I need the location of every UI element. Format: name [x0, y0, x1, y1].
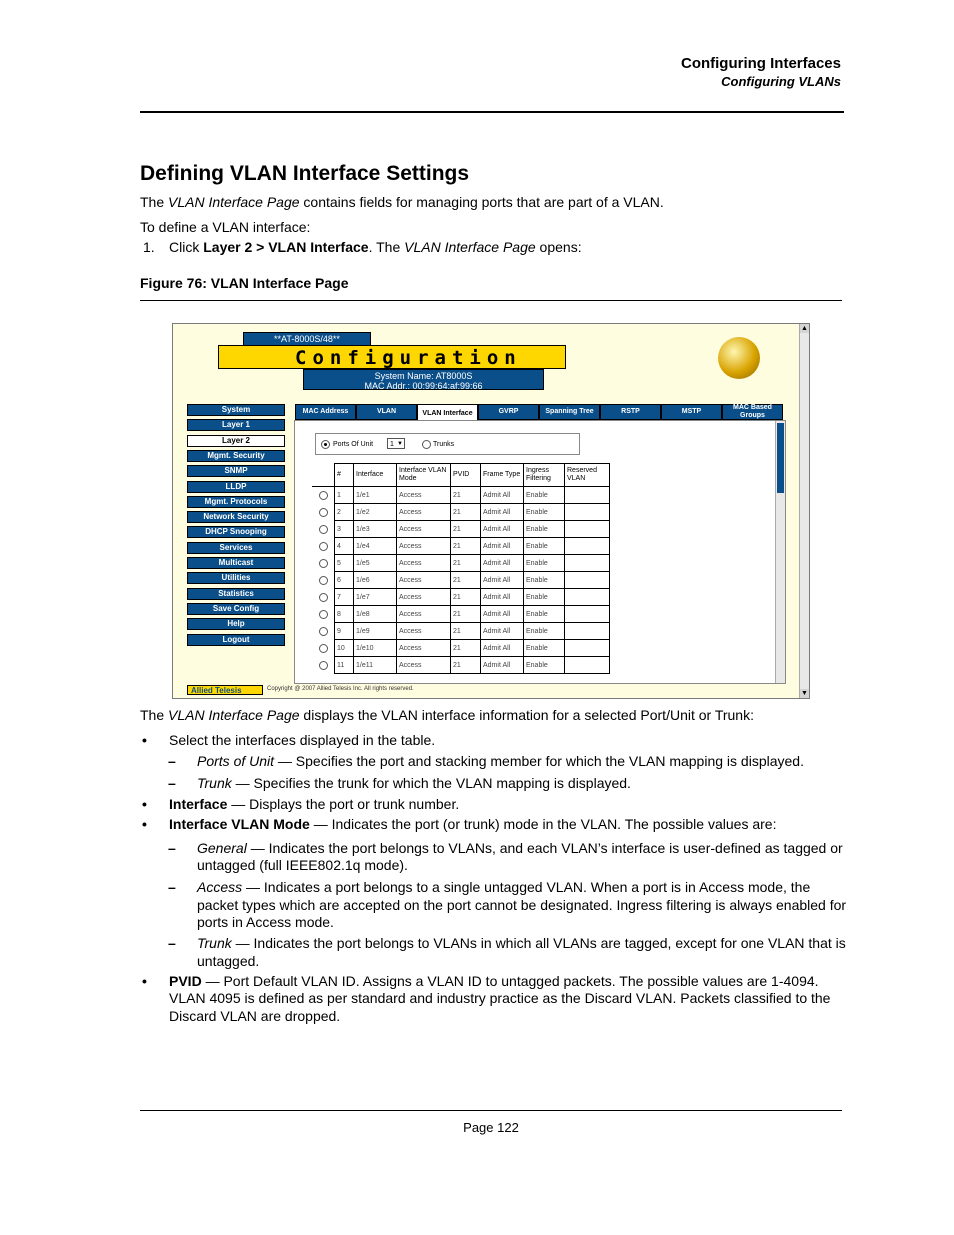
menu-item[interactable]: Layer 1 — [187, 419, 285, 431]
bullet-icon: • — [142, 816, 147, 832]
tab[interactable]: GVRP — [478, 404, 539, 420]
radio-unselected-icon[interactable] — [319, 559, 328, 568]
table-cell: Access — [397, 572, 451, 589]
table-cell: 1/e6 — [354, 572, 397, 589]
table-cell: 21 — [451, 657, 481, 674]
interface-selector — [315, 433, 580, 455]
table-cell: Enable — [524, 487, 565, 504]
table-cell: Admit All — [481, 640, 524, 657]
panel-scrollbar[interactable] — [775, 421, 785, 683]
table-cell: Enable — [524, 555, 565, 572]
tab[interactable]: MSTP — [661, 404, 722, 420]
radio-unselected-icon[interactable] — [319, 593, 328, 602]
menu-item[interactable]: Logout — [187, 634, 285, 646]
table-cell: Admit All — [481, 555, 524, 572]
column-header: Interface VLAN Mode — [397, 464, 451, 487]
table-cell: Enable — [524, 623, 565, 640]
dash-icon: – — [168, 840, 176, 856]
radio-unselected-icon[interactable] — [319, 627, 328, 636]
table-cell: 21 — [451, 504, 481, 521]
menu-item[interactable]: DHCP Snooping — [187, 526, 285, 538]
content-panel — [294, 420, 786, 684]
table-cell: Admit All — [481, 504, 524, 521]
table-cell: 21 — [451, 623, 481, 640]
table-cell: 21 — [451, 606, 481, 623]
table-cell: 7 — [335, 589, 354, 606]
row-radio[interactable] — [312, 504, 335, 521]
step-1-text: Click Layer 2 > VLAN Interface. The VLAN Interface Page opens: — [169, 239, 582, 255]
row-radio[interactable] — [312, 572, 335, 589]
table-cell: Admit All — [481, 487, 524, 504]
row-radio[interactable] — [312, 555, 335, 572]
bullet-pvid-line3: Discard VLAN are dropped. — [169, 1008, 341, 1024]
system-info-box — [303, 369, 544, 390]
ports-radio[interactable] — [321, 440, 330, 449]
dash-icon: – — [168, 879, 176, 895]
table-cell: 3 — [335, 521, 354, 538]
table-cell — [565, 640, 610, 657]
sub-ports-of-unit: Ports of Unit — Specifies the port and stacking member for which the VLAN mapping is displayed. — [197, 753, 804, 769]
table-cell: Access — [397, 521, 451, 538]
scroll-down-icon[interactable]: ▼ — [801, 690, 808, 697]
menu-item[interactable]: LLDP — [187, 481, 285, 493]
table-cell: 4 — [335, 538, 354, 555]
sub-access-line3: ports in Access mode. — [197, 914, 334, 930]
menu-item[interactable]: System — [187, 404, 285, 416]
table-cell: 11 — [335, 657, 354, 674]
menu-item[interactable]: Layer 2 — [187, 435, 285, 447]
table-cell: Enable — [524, 589, 565, 606]
table-cell: 21 — [451, 589, 481, 606]
table-cell: 6 — [335, 572, 354, 589]
bullet-pvid-line1: PVID — Port Default VLAN ID. Assigns a VLAN ID to untagged packets. The possible values are 1-4094. — [169, 973, 819, 989]
table-cell: 1/e7 — [354, 589, 397, 606]
radio-unselected-icon[interactable] — [422, 440, 431, 449]
table-cell: Admit All — [481, 521, 524, 538]
table-cell: 21 — [451, 572, 481, 589]
table-cell: Enable — [524, 521, 565, 538]
table-cell: Access — [397, 538, 451, 555]
table-cell: Admit All — [481, 572, 524, 589]
menu-item[interactable]: Mgmt. Protocols — [187, 496, 285, 508]
radio-unselected-icon[interactable] — [319, 508, 328, 517]
allied-telesis-logo: Allied Telesis — [187, 685, 263, 695]
column-header: Interface — [354, 464, 397, 487]
scroll-up-icon[interactable]: ▲ — [801, 325, 808, 332]
table-cell — [565, 504, 610, 521]
table-cell: 1/e11 — [354, 657, 397, 674]
table-cell: Access — [397, 623, 451, 640]
bullet-icon: • — [142, 796, 147, 812]
row-radio[interactable] — [312, 521, 335, 538]
vlan-interface-screenshot — [172, 323, 810, 699]
table-row[interactable] — [312, 657, 610, 674]
table-row[interactable] — [312, 555, 610, 572]
menu-item[interactable]: Utilities — [187, 572, 285, 584]
table-cell: Enable — [524, 504, 565, 521]
footer-rule — [140, 1110, 842, 1111]
column-header: Frame Type — [481, 464, 524, 487]
table-cell: Access — [397, 657, 451, 674]
menu-item[interactable]: Services — [187, 542, 285, 554]
sub-access-line2: packet types which are accepted on the port cannot be designated. Ingress filtering is always enabled for — [197, 897, 847, 913]
sub-general-line1: General — Indicates the port belongs to VLANs, and each VLAN’s interface is user-defined as tagged or — [197, 840, 843, 856]
table-cell: Access — [397, 555, 451, 572]
table-cell: 1/e9 — [354, 623, 397, 640]
table-cell: 5 — [335, 555, 354, 572]
menu-item[interactable]: Statistics — [187, 588, 285, 600]
globe-logo-icon — [718, 337, 760, 379]
table-cell — [565, 555, 610, 572]
tab[interactable]: RSTP — [600, 404, 661, 420]
table-cell: 9 — [335, 623, 354, 640]
menu-item[interactable]: SNMP — [187, 465, 285, 477]
tab[interactable]: Spanning Tree — [539, 404, 600, 420]
sub-trunk: Trunk — Specifies the trunk for which the VLAN mapping is displayed. — [197, 775, 631, 791]
menu-item[interactable]: Multicast — [187, 557, 285, 569]
table-cell: 10 — [335, 640, 354, 657]
sub-general-line2: untagged (full IEEE802.1q mode). — [197, 857, 408, 873]
table-cell — [565, 657, 610, 674]
intro-paragraph: The VLAN Interface Page contains fields for managing ports that are part of a VLAN. — [140, 194, 664, 210]
running-header-section: Configuring VLANs — [721, 74, 841, 89]
table-cell: 1/e2 — [354, 504, 397, 521]
menu-item[interactable]: Save Config — [187, 603, 285, 615]
table-cell — [565, 606, 610, 623]
column-header: Ingress Filtering — [524, 464, 565, 487]
ports-label: Ports Of Unit — [333, 441, 374, 448]
select-column-header — [312, 464, 335, 487]
dash-icon: – — [168, 753, 176, 769]
row-radio[interactable] — [312, 589, 335, 606]
table-cell: 1/e1 — [354, 487, 397, 504]
model-banner: **AT-8000S/48** — [243, 332, 371, 347]
bullet-interface: Interface — Displays the port or trunk number. — [169, 796, 460, 812]
radio-selected-icon[interactable] — [321, 440, 330, 449]
sub-trunk-mode-line2: untagged. — [197, 953, 260, 969]
table-row[interactable] — [312, 589, 610, 606]
table-cell: 1/e4 — [354, 538, 397, 555]
table-cell: Enable — [524, 538, 565, 555]
menu-item[interactable]: Network Security — [187, 511, 285, 523]
radio-unselected-icon[interactable] — [319, 576, 328, 585]
tab[interactable]: MAC Address — [295, 404, 356, 420]
copyright-text: Copyright @ 2007 Allied Telesis Inc. All rights reserved. — [267, 686, 414, 692]
table-cell: Enable — [524, 572, 565, 589]
table-cell: 2 — [335, 504, 354, 521]
trunks-radio[interactable] — [422, 440, 431, 449]
bullet-icon: • — [142, 732, 147, 748]
table-cell: 21 — [451, 521, 481, 538]
table-cell: 1 — [335, 487, 354, 504]
dash-icon: – — [168, 935, 176, 951]
table-row[interactable] — [312, 521, 610, 538]
row-radio[interactable] — [312, 657, 335, 674]
radio-unselected-icon[interactable] — [319, 644, 328, 653]
table-row[interactable] — [312, 538, 610, 555]
column-header: # — [335, 464, 354, 487]
bullet-select-interfaces: Select the interfaces displayed in the table. — [169, 732, 436, 748]
row-radio[interactable] — [312, 640, 335, 657]
tab[interactable]: VLAN Interface — [417, 404, 478, 422]
table-cell: 1/e3 — [354, 521, 397, 538]
mac-address: MAC Addr.: 00:99:64:af:99:66 — [364, 381, 483, 391]
radio-unselected-icon[interactable] — [319, 661, 328, 670]
table-cell: Access — [397, 606, 451, 623]
column-header: PVID — [451, 464, 481, 487]
scroll-thumb[interactable] — [777, 423, 784, 493]
system-name: System Name: AT8000S — [374, 371, 473, 381]
table-cell — [565, 538, 610, 555]
unit-value: 1 — [390, 441, 394, 448]
table-cell: 1/e8 — [354, 606, 397, 623]
menu-item[interactable]: Help — [187, 618, 285, 630]
table-cell — [565, 623, 610, 640]
row-radio[interactable] — [312, 606, 335, 623]
table-cell: 21 — [451, 640, 481, 657]
table-cell: Admit All — [481, 589, 524, 606]
bullet-pvid-line2: VLAN 4095 is defined as per standard and industry practice as the Discard VLAN. Packets classified to the — [169, 990, 831, 1006]
sub-trunk-mode-line1: Trunk — Indicates the port belongs to VLANs in which all VLANs are tagged, except for one VLAN that is — [197, 935, 846, 951]
sub-access-line1: Access — Indicates a port belongs to a single untagged VLAN. When a port is in Access mode, the — [197, 879, 811, 895]
row-radio[interactable] — [312, 487, 335, 504]
table-cell: 21 — [451, 538, 481, 555]
tab[interactable]: MAC Based Groups — [722, 404, 783, 420]
page-number: Page 122 — [463, 1120, 519, 1135]
table-row[interactable] — [312, 572, 610, 589]
table-cell: Enable — [524, 640, 565, 657]
table-cell: 1/e10 — [354, 640, 397, 657]
table-cell: Admit All — [481, 657, 524, 674]
column-header: Reserved VLAN — [565, 464, 610, 487]
menu-item[interactable]: Mgmt. Security — [187, 450, 285, 462]
table-cell: 21 — [451, 555, 481, 572]
bullet-interface-vlan-mode: Interface VLAN Mode — Indicates the port (or trunk) mode in the VLAN. The possible values are: — [169, 816, 777, 832]
table-cell: Access — [397, 589, 451, 606]
unit-select[interactable] — [387, 438, 405, 449]
configuration-banner: Configuration — [218, 345, 566, 369]
table-cell: Access — [397, 640, 451, 657]
section-title: Defining VLAN Interface Settings — [140, 162, 470, 185]
table-cell: Access — [397, 487, 451, 504]
row-radio[interactable] — [312, 538, 335, 555]
chevron-down-icon: ▼ — [397, 441, 403, 447]
step-number: 1. — [143, 239, 155, 255]
table-cell — [565, 487, 610, 504]
table-row[interactable] — [312, 487, 610, 504]
table-cell: Admit All — [481, 606, 524, 623]
table-cell: 21 — [451, 487, 481, 504]
table-cell: Access — [397, 504, 451, 521]
to-define-text: To define a VLAN interface: — [140, 219, 311, 235]
page-scrollbar[interactable] — [799, 324, 809, 698]
tab[interactable]: VLAN — [356, 404, 417, 420]
row-radio[interactable] — [312, 623, 335, 640]
table-row[interactable] — [312, 623, 610, 640]
table-cell: Enable — [524, 606, 565, 623]
trunks-label: Trunks — [433, 441, 455, 448]
table-row[interactable] — [312, 640, 610, 657]
table-cell: Enable — [524, 657, 565, 674]
table-cell: Admit All — [481, 623, 524, 640]
radio-unselected-icon[interactable] — [319, 610, 328, 619]
table-row[interactable] — [312, 504, 610, 521]
header-rule — [140, 111, 844, 113]
table-cell: 8 — [335, 606, 354, 623]
table-cell — [565, 521, 610, 538]
table-cell: 1/e5 — [354, 555, 397, 572]
dash-icon: – — [168, 775, 176, 791]
radio-unselected-icon[interactable] — [319, 491, 328, 500]
table-cell: Admit All — [481, 538, 524, 555]
radio-unselected-icon[interactable] — [319, 525, 328, 534]
bullet-icon: • — [142, 973, 147, 989]
radio-unselected-icon[interactable] — [319, 542, 328, 551]
table-cell — [565, 589, 610, 606]
table-row[interactable] — [312, 606, 610, 623]
table-cell — [565, 572, 610, 589]
figure-caption: Figure 76: VLAN Interface Page — [140, 275, 349, 291]
figure-rule — [140, 300, 842, 301]
running-header-chapter: Configuring Interfaces — [680, 55, 841, 72]
vlan-interface-table — [312, 463, 610, 674]
table-header-row — [312, 464, 610, 487]
description-paragraph: The VLAN Interface Page displays the VLAN interface information for a selected Port/Unit or Trunk: — [140, 707, 754, 723]
